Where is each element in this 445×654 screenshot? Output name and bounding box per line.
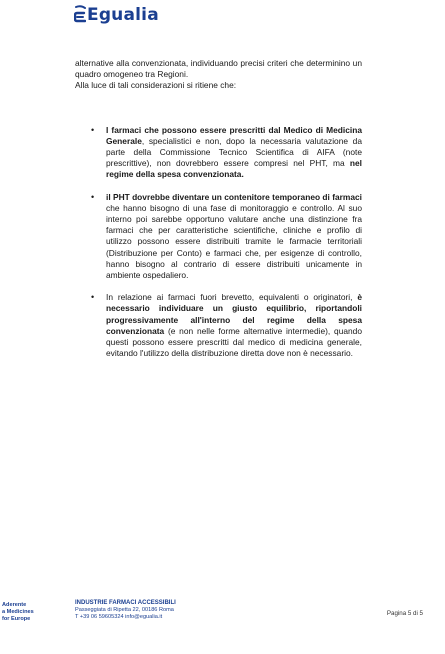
intro-lead-in: Alla luce di tali considerazioni si ritiene che:: [75, 80, 237, 91]
document-body: [75, 58, 362, 359]
footer-membership: [2, 602, 34, 623]
page-number: Pagina 5 di 5: [386, 610, 423, 617]
bullet-list-2: [75, 192, 362, 282]
footer-membership-line: Aderente: [2, 602, 27, 608]
bullet-bold-1: il PHT dovrebbe diventare un contenitore temporaneo di farmaci: [106, 191, 362, 202]
footer-address: Passeggiata di Ripetta 22, 00186 Roma: [75, 607, 174, 613]
bullet-item: [75, 125, 362, 181]
footer-company-name: INDUSTRIE FARMACI ACCESSIBILI: [75, 600, 176, 606]
bullet-text-2: (e non nelle forme alternative intermedie), quando questi possono essere prescritti dal medico di medicina generale, evitando l'utilizzo della distribuzione diretta dove non è necessario.: [106, 325, 362, 359]
bullet-item: [75, 292, 362, 359]
bullet-list: [75, 125, 362, 181]
bullet-bold-2: è necessario individuare un giusto equilibrio, riportandoli progressivamente all'interno del regime della spesa convenzionata: [106, 292, 362, 336]
bullet-item: [75, 192, 362, 282]
logo-text: Egualia: [87, 5, 159, 25]
footer-contact: T +39 06 59605324 info@egualia.it: [75, 614, 163, 620]
bullet-text-1: che hanno bisogno di una fase di monitoraggio e controllo. Al suo interno poi sarebbe opportuno valutare anche una distinzione fra farmaci che per caratteristiche scientifiche, cliniche e profilo di utilizzo possono essere distribuiti tramite le farmacie territoriali (Distribuzione per Conto) e farmaci che, per esigenze di controllo, hanno bisogno al contrario di essere distribuiti unicamente in ambiente ospedaliero.: [106, 202, 362, 281]
page-footer: [0, 597, 445, 654]
footer-membership-line: a Medicines: [2, 609, 34, 615]
bullet-bold-1: I farmaci che possono essere prescritti dal Medico di Medicina Generale: [106, 124, 362, 146]
bullet-bold-2: nel regime della spesa convenzionata.: [106, 158, 362, 180]
bullet-text-1: In relazione ai farmaci fuori brevetto, equivalenti o originatori,: [106, 292, 358, 303]
intro-paragraph: alternative alla convenzionata, individuando precisi criteri che determinino un quadro omogeneo tra Regioni.: [75, 58, 362, 80]
egualia-e-icon: [74, 5, 86, 25]
egualia-logo: [74, 4, 159, 26]
footer-membership-line: for Europe: [2, 616, 31, 622]
bullet-text-1: , specialistici e non, dopo la necessaria valutazione da parte della Commissione Tecnico Scientifica di AIFA (note prescrittive), non dovrebbero essere compresi nel PHT, ma: [106, 135, 362, 169]
bullet-list-3: [75, 292, 362, 359]
footer-company-info: [75, 600, 176, 621]
